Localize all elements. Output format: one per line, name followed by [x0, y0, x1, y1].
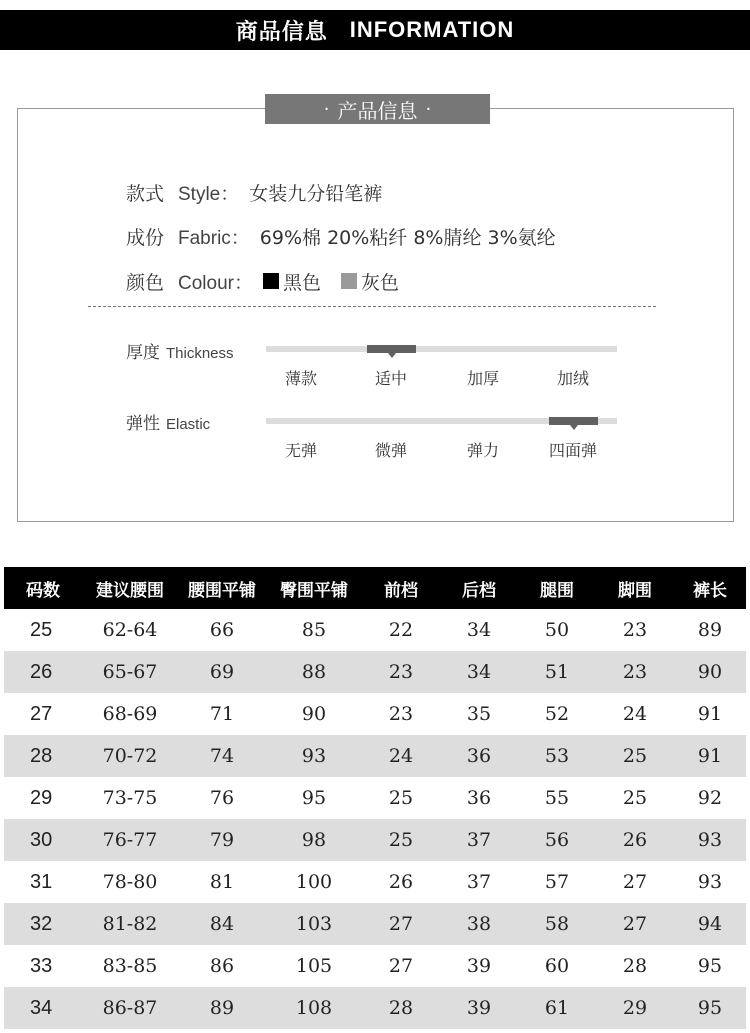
table-cell: 86-87 [82, 987, 178, 1029]
table-cell: 81-82 [82, 903, 178, 945]
elastic-option: 弹力 [466, 441, 499, 460]
table-cell: 36 [466, 787, 492, 809]
table-cell: 65-67 [82, 651, 178, 693]
table-cell: 24 [362, 735, 440, 777]
table-cell: 22 [388, 619, 414, 641]
column-header: 脚围 [596, 567, 674, 609]
table-cell: 29 [596, 987, 674, 1029]
table-row [4, 819, 746, 861]
table-cell: 23 [362, 651, 440, 693]
table-cell: 23 [388, 703, 414, 725]
table-cell: 28 [4, 735, 82, 777]
table-cell: 90 [301, 703, 327, 725]
table-cell: 90 [674, 651, 746, 693]
table-row [4, 735, 746, 777]
elastic-label-en: Elastic [166, 416, 211, 433]
table-cell: 53 [518, 735, 596, 777]
thickness-label-en: Thickness [166, 345, 234, 362]
table-cell: 37 [440, 819, 518, 861]
header-title-zh: 商品信息 [235, 19, 328, 45]
table-cell: 57 [544, 871, 570, 893]
thickness-option: 加绒 [556, 369, 589, 388]
table-cell: 94 [674, 903, 746, 945]
table-cell: 81 [209, 871, 235, 893]
table-cell: 50 [544, 619, 570, 641]
elastic-option: 四面弹 [548, 441, 597, 460]
table-cell: 91 [697, 703, 723, 725]
section-header [0, 10, 750, 50]
card-tab [265, 94, 490, 124]
colour-label-en: Colour： [178, 272, 253, 294]
table-cell: 71 [209, 703, 235, 725]
table-cell: 103 [266, 903, 362, 945]
table-cell: 39 [466, 955, 492, 977]
elastic-label [126, 409, 210, 434]
thickness-option: 适中 [374, 369, 407, 388]
table-cell: 36 [440, 735, 518, 777]
elastic-label-zh: 弹性 [126, 414, 160, 434]
table-cell: 30 [4, 819, 82, 861]
column-header: 腰围平铺 [178, 567, 266, 609]
table-cell: 25 [596, 735, 674, 777]
table-cell: 37 [466, 871, 492, 893]
table-cell: 39 [440, 987, 518, 1029]
table-cell: 83-85 [102, 955, 158, 977]
table-cell: 79 [178, 819, 266, 861]
table-cell: 23 [622, 619, 648, 641]
table-cell: 95 [674, 987, 746, 1029]
column-header: 裤长 [674, 567, 746, 609]
column-header: 腿围 [518, 567, 596, 609]
fabric-label-en: Fabric： [178, 227, 250, 249]
table-cell: 55 [544, 787, 570, 809]
thickness-label [126, 338, 234, 363]
table-cell: 95 [697, 955, 723, 977]
table-row [4, 609, 746, 651]
table-cell: 85 [301, 619, 327, 641]
table-cell: 89 [178, 987, 266, 1029]
table-row [4, 987, 746, 1029]
table-cell: 98 [266, 819, 362, 861]
table-cell: 92 [697, 787, 723, 809]
table-cell: 69 [178, 651, 266, 693]
table-cell: 28 [362, 987, 440, 1029]
card-tab-label: 产品信息 [337, 98, 418, 123]
elastic-option: 无弹 [284, 441, 317, 460]
table-cell: 91 [674, 735, 746, 777]
column-header: 后档 [440, 567, 518, 609]
table-cell: 86 [209, 955, 235, 977]
column-header: 码数 [4, 567, 82, 609]
table-cell: 84 [178, 903, 266, 945]
table-cell: 26 [596, 819, 674, 861]
table-cell: 62-64 [102, 619, 158, 641]
colour-option-gray [341, 268, 399, 295]
dotted-divider [88, 306, 656, 307]
table-cell: 78-80 [102, 871, 158, 893]
table-cell: 25 [362, 819, 440, 861]
column-header: 臀围平铺 [266, 567, 362, 609]
table-row [4, 651, 746, 693]
table-cell: 26 [4, 651, 82, 693]
style-value: 女装九分铅笔裤 [249, 182, 383, 205]
table-row [4, 903, 746, 945]
colour-option-label: 黑色 [282, 271, 321, 294]
table-cell: 34 [440, 651, 518, 693]
table-cell: 76 [209, 787, 235, 809]
thickness-track [266, 346, 617, 352]
table-row [4, 693, 746, 735]
table-cell: 61 [518, 987, 596, 1029]
size-table-header [4, 567, 746, 609]
colour-row [126, 266, 413, 296]
size-chart-table [4, 567, 746, 1029]
table-cell: 88 [266, 651, 362, 693]
tab-dot-left: · [323, 98, 330, 120]
table-cell: 35 [466, 703, 492, 725]
table-cell: 76-77 [82, 819, 178, 861]
table-cell: 105 [295, 955, 333, 977]
table-cell: 70-72 [82, 735, 178, 777]
style-label-en: Style： [178, 183, 240, 205]
table-row [4, 945, 746, 987]
column-header: 前档 [362, 567, 440, 609]
table-cell: 26 [388, 871, 414, 893]
table-cell: 34 [4, 987, 82, 1029]
table-cell: 28 [622, 955, 648, 977]
table-cell: 34 [466, 619, 492, 641]
table-cell: 108 [266, 987, 362, 1029]
style-row [126, 177, 382, 207]
table-cell: 38 [440, 903, 518, 945]
table-cell: 93 [674, 819, 746, 861]
table-cell: 93 [266, 735, 362, 777]
colour-options [263, 268, 413, 295]
table-cell: 58 [518, 903, 596, 945]
table-cell: 23 [596, 651, 674, 693]
table-cell: 73-75 [102, 787, 158, 809]
table-cell: 31 [30, 870, 53, 893]
table-cell: 25 [30, 618, 53, 641]
table-row [4, 861, 746, 903]
table-cell: 89 [697, 619, 723, 641]
style-label-zh: 款式 [126, 182, 165, 205]
table-cell: 27 [388, 955, 414, 977]
thickness-label-zh: 厚度 [126, 343, 160, 363]
table-cell: 74 [178, 735, 266, 777]
table-cell: 66 [209, 619, 235, 641]
table-cell: 33 [30, 954, 53, 977]
table-cell: 25 [622, 787, 648, 809]
table-cell: 27 [30, 702, 53, 725]
table-cell: 100 [295, 871, 333, 893]
column-header: 建议腰围 [82, 567, 178, 609]
fabric-value: 69%棉 20%粘纤 8%腈纶 3%氨纶 [259, 226, 556, 249]
colour-option-label: 灰色 [361, 271, 400, 294]
thickness-indicator [367, 345, 416, 353]
table-cell: 51 [518, 651, 596, 693]
header-title-en: INFORMATION [349, 17, 515, 42]
colour-label-zh: 颜色 [126, 271, 165, 294]
table-cell: 56 [518, 819, 596, 861]
table-cell: 60 [544, 955, 570, 977]
elastic-indicator [549, 417, 598, 425]
table-cell: 24 [622, 703, 648, 725]
table-cell: 52 [544, 703, 570, 725]
table-row [4, 777, 746, 819]
table-cell: 32 [4, 903, 82, 945]
table-cell: 68-69 [102, 703, 158, 725]
thickness-option: 加厚 [466, 369, 499, 388]
table-cell: 93 [697, 871, 723, 893]
elastic-option: 微弹 [374, 441, 407, 460]
gray-swatch-icon [341, 273, 357, 289]
table-cell: 95 [301, 787, 327, 809]
fabric-row [126, 221, 556, 251]
table-cell: 27 [362, 903, 440, 945]
tab-dot-right: · [425, 98, 432, 120]
table-cell: 27 [622, 871, 648, 893]
table-cell: 27 [596, 903, 674, 945]
table-cell: 25 [388, 787, 414, 809]
colour-option-black [263, 268, 321, 295]
thickness-option: 薄款 [284, 369, 317, 388]
black-swatch-icon [263, 273, 279, 289]
fabric-label-zh: 成份 [126, 226, 165, 249]
table-cell: 29 [30, 786, 53, 809]
